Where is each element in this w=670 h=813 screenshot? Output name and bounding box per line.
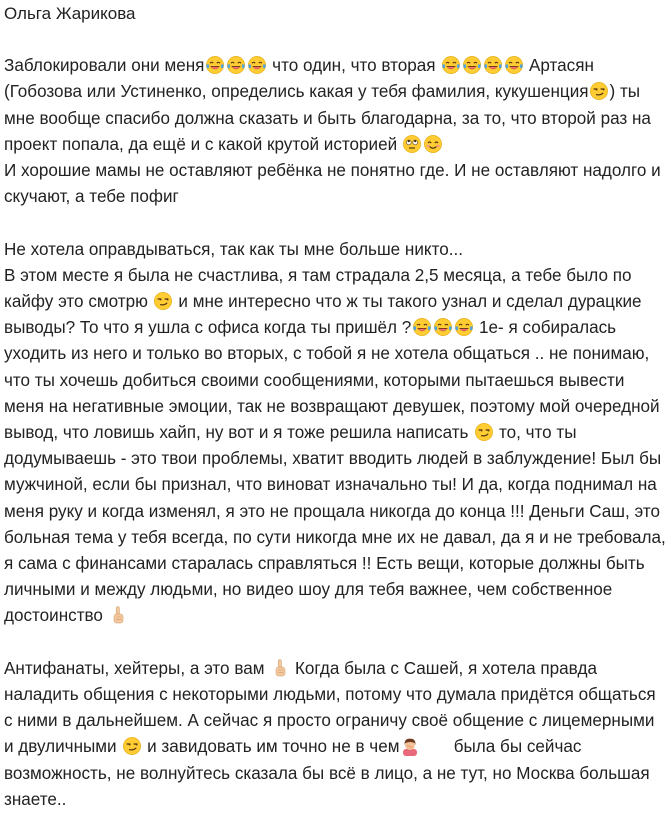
post-author[interactable]: Ольга Жарикова bbox=[4, 4, 136, 23]
paragraph-2: И хорошие мамы не оставляют ребёнка не понятно где. И не оставляют надолго и скучают, а тебе пофиг bbox=[4, 161, 661, 207]
tears-of-joy-icon bbox=[205, 55, 225, 75]
tears-of-joy-icon bbox=[247, 55, 267, 75]
tears-of-joy-icon bbox=[454, 317, 474, 337]
tears-of-joy-icon bbox=[441, 55, 461, 75]
p3-text-3: 1е- я собиралась уходить из него и только во вторых, с тобой я не хотела общаться .. не понимаю, что ты хочешь добиться своими сообщениями, которыми пытаешься вывести меня на негативные эмоции, так не возвращают девушек, поэтому мой очередной вывод, что ловишь хайп, ну вот и я тоже решила написать bbox=[4, 318, 660, 443]
p1-text-4: ) ты мне вообще спасибо должна сказать и быть благодарна, за то, что второй раз на проект попала, да ещё и с какой крутой историей bbox=[4, 82, 651, 154]
p1-text-2: что один, что вторая bbox=[267, 56, 441, 76]
tears-of-joy-icon bbox=[504, 55, 524, 75]
smirking-face-icon bbox=[589, 81, 609, 101]
p1-text-1: Заблокировали они меня bbox=[4, 56, 205, 76]
woman-facepalming-icon bbox=[400, 736, 420, 756]
p4-text-4: была бы сейчас возможность, не волнуйтесь сказала бы всё в лицо, а не тут, но Москва большая знаете.. bbox=[4, 737, 655, 809]
spacer bbox=[4, 210, 666, 236]
paragraph-4 bbox=[4, 656, 666, 813]
p3-text-1: В этом месте я была не счастлива, я там страдала 2,5 месяца, а тебе было по кайфу это смотрю bbox=[4, 265, 632, 311]
post-body bbox=[4, 53, 666, 813]
smiling-face-icon bbox=[423, 134, 443, 154]
p4-text-1: Антифанаты, хейтеры, а это вам bbox=[4, 658, 270, 678]
face-with-rolling-eyes-icon bbox=[402, 134, 422, 154]
tears-of-joy-icon bbox=[483, 55, 503, 75]
p1-text-3: Артасян (Гобозова или Устиненко, определись какая у тебя фамилия, кукушенция bbox=[4, 56, 594, 102]
tears-of-joy-icon bbox=[412, 317, 432, 337]
paragraph-3b bbox=[4, 263, 666, 630]
paragraph-3a: Не хотела оправдываться, так как ты мне больше никто... bbox=[4, 239, 463, 259]
p3-text-4: то, что ты додумываешь - это твои проблемы, хватит вводить людей в заблуждение! Был бы мужчиной, если бы признал, что виноват изначально ты! И да, когда поднимал на меня руку и когда изменял, я это не прощала никогда до конца !!! Деньги Саш, это больная тема у тебя всегда, по сути никогда мне их не давал, да я и не требовала, я сама с финансами старалась справляться !! Есть вещи, которые должны быть личными и между людьми, но видео шоу для тебя важнее, чем собственное достоинство bbox=[4, 423, 666, 626]
tears-of-joy-icon bbox=[433, 317, 453, 337]
spacer bbox=[4, 630, 666, 656]
tears-of-joy-icon bbox=[226, 55, 246, 75]
index-pointing-up-icon bbox=[270, 658, 290, 678]
smirking-face-icon bbox=[153, 291, 173, 311]
paragraph-1 bbox=[4, 53, 666, 158]
index-pointing-up-icon bbox=[108, 605, 128, 625]
p4-text-3: и завидовать им точно не в чем bbox=[142, 737, 400, 757]
tears-of-joy-icon bbox=[462, 55, 482, 75]
p3-text-2: и мне интересно что ж ты такого узнал и сделал дурацкие выводы? То что я ушла с офиса когда ты пришёл ? bbox=[4, 292, 642, 338]
p4-text-2: Когда была с Сашей, я хотела правда наладить общения с некоторыми людьми, потому что думала придётся общаться с ними в дальнейшем. А сейчас я просто ограничу своё общение с лицемерными и двуличными bbox=[4, 658, 656, 757]
smirking-face-icon bbox=[474, 422, 494, 442]
smirking-face-icon bbox=[122, 736, 142, 756]
spacer bbox=[4, 27, 666, 53]
